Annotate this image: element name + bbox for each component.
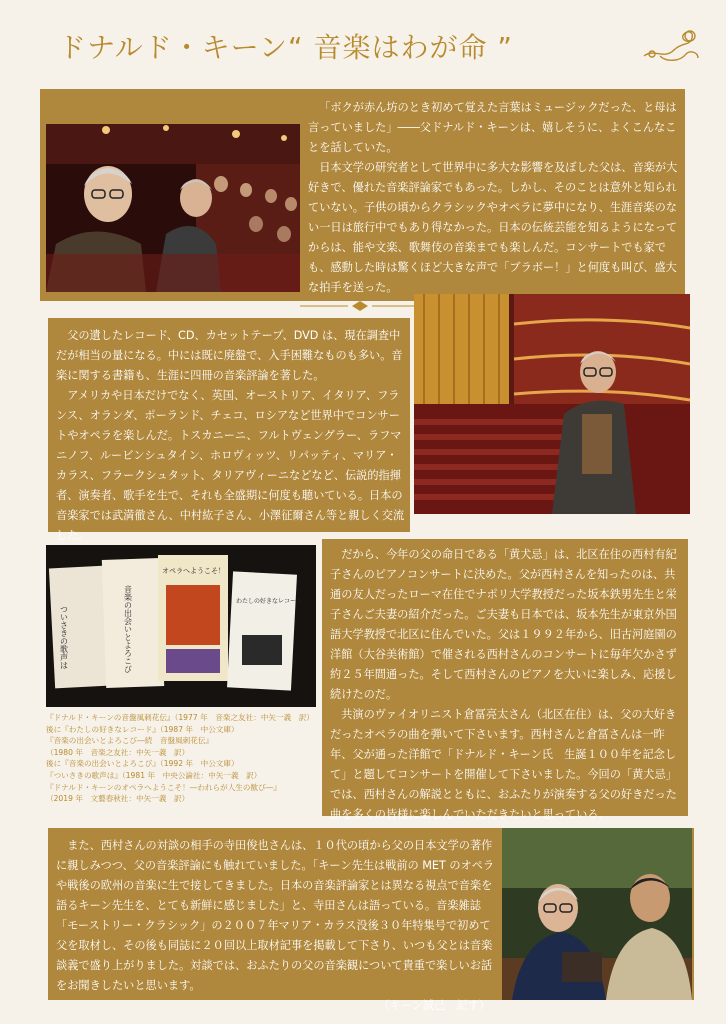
caption-line: 『ドナルド・キーンの音盤風刺花伝』（1977 年 音楽之友社：中矢一義 訳） xyxy=(46,713,314,722)
book-cover-title: ついさきの歌声は xyxy=(59,605,69,669)
paragraph: 日本文学の研究者として世界中に多大な影響を及ぼした父は、音楽が大好きで、優れた音楽評論家でもあった。しかし、そのことは意外と知られていない。子供の頃からクラシックやオペラに夢中になり、生涯音楽のない一日は旅行中でもあり得なかった。日本の伝統芸能を知るようになってからは、能や文楽、歌舞伎の音楽までも楽しんだ。コンサートでも家でも、感動した時は驚くほど大きな声で「ブラボー！」と何度も叫び、盛大な拍手を送った。 xyxy=(308,161,678,294)
caption-line: 『ドナルド・キーンのオペラへようこそ！―われらが人生の歓び―』 xyxy=(46,782,281,792)
section3-text xyxy=(330,545,682,825)
caption-line: 『音楽の出会いとよろこび―続 音盤風刺花伝』 xyxy=(46,736,214,746)
paragraph: 共演のヴァイオリニスト倉冨亮太さん（北区在住）は、父の大好きだったオペラの曲を弾いて下さいます。西村さんと倉冨さんは一昨年、父が通った洋館で「ドナルド・キーン氏 生誕１００年を記念して」と題してコンサートを開催して下さいました。今回の「黄犬忌」では、西村さんの解説とともに、おふたりが演奏する父の好きだった曲を多くの皆様に楽しんでいただきたいと思っている。 xyxy=(330,708,677,821)
paragraph: だから、今年の父の命日である「黄犬忌」は、北区在住の西村有紀子さんのピアノコンサートに決めた。父が西村さんを知ったのは、共通の友人だったローマ在住でナポリ大学教授だった坂本鉄男先生と栄子さんご夫妻の紹介だった。ご夫妻も日本では、坂本先生が東京外国語大学教授で北区に住んでいた。父は１９９２年から、旧古河庭園の洋館（大谷美術館）で催される西村さんのコンサートに毎年欠かさず約２５年間通った。そして西村さんのピアノを大いに楽しみ、応援し続けたのだ。 xyxy=(330,548,677,701)
concert-audience-photo xyxy=(46,124,300,292)
page-title: ドナルド・キーン“ 音楽はわが命 ” xyxy=(58,31,513,64)
caption-line: （2019 年 文藝春秋社：中矢一義 訳） xyxy=(46,794,190,804)
flourish-ornament-icon xyxy=(640,26,702,66)
paragraph: 父の遺したレコード、CD、カセットテープ、DVD は、現在調査中だが相当の量になる。中には既に廃盤で、入手困難なものも多い。音楽に関する書籍も、生涯に四冊の音楽評論を著した。 xyxy=(56,329,403,382)
section2-text xyxy=(56,326,406,546)
book-cover-title: オペラへようこそ！ xyxy=(162,567,225,575)
book-cover-title: 音楽の出会いとよろこび xyxy=(123,585,133,673)
caption-line: 後に『わたしの好きなレコード』（1987 年 中公文庫） xyxy=(46,724,239,734)
signature: （キーン誠己 記す） xyxy=(378,999,490,1012)
book-cover-title: わたしの好きなレコード xyxy=(236,598,303,605)
books-photo xyxy=(46,545,316,707)
section1-text xyxy=(308,98,680,298)
ornament-divider-icon xyxy=(300,300,420,312)
section4-text xyxy=(56,836,496,1016)
two-men-photo xyxy=(502,828,692,1000)
paragraph: また、西村さんの対談の相手の寺田俊也さんは、１０代の頃から父の日本文学の著作に親しみつつ、父の音楽評論にも触れていました。「キーン先生は戦前の MET のオペラや戦後の欧州の音楽に生で接してきました。日本の音楽評論家とは異なる視点で音楽を語るキーン先生を、とても新鮮に感じました」と、寺田さんは語っている。音楽雑誌「モーストリー・クラシック」の２００７年マリア・カラス没後３０年特集号で初めて父を取材し、その後も同誌に２０回以上取材記事を掲載して下さり、いつも父とは音楽談義で盛り上がりました。対談では、おふたりの父の音楽観について貴重で楽しいお話をお聞きしたいと思います。 xyxy=(56,839,495,992)
paragraph: 「ボクが赤ん坊のとき初めて覚えた言葉はミュージックだった、と母は言っていました」――父ドナルド・キーンは、嬉しそうに、よくこんなことを話していた。 xyxy=(308,101,677,154)
opera-house-photo xyxy=(414,294,690,514)
book-captions xyxy=(46,712,316,805)
caption-line: 『ついさきの歌声は』（1981 年 中央公論社：中矢一義 訳） xyxy=(46,770,262,780)
caption-line: （1980 年 音楽之友社：中矢一義 訳） xyxy=(46,747,190,757)
caption-line: 後に『音楽の出会いとよろこび』（1992 年 中公文庫） xyxy=(46,759,239,769)
paragraph: アメリカや日本だけでなく、英国、オーストリア、イタリア、フランス、オランダ、ポーランド、チェコ、ロシアなど世界中でコンサートやオペラを楽しんだ。トスカニーニ、フルトヴェングラー、ラフマニノフ、ルービンシュタイン、ホロヴィッツ、リパッティ、マリア・カラス、フラークシュタット、タリアヴィーニなどなど、伝説的指揮者、演奏者、歌手を生で、それも全盛期に何度も聴いている。日本の音楽家では武満徹さん、中村紘子さん、小澤征爾さん等と親しく交流した。 xyxy=(56,389,405,542)
